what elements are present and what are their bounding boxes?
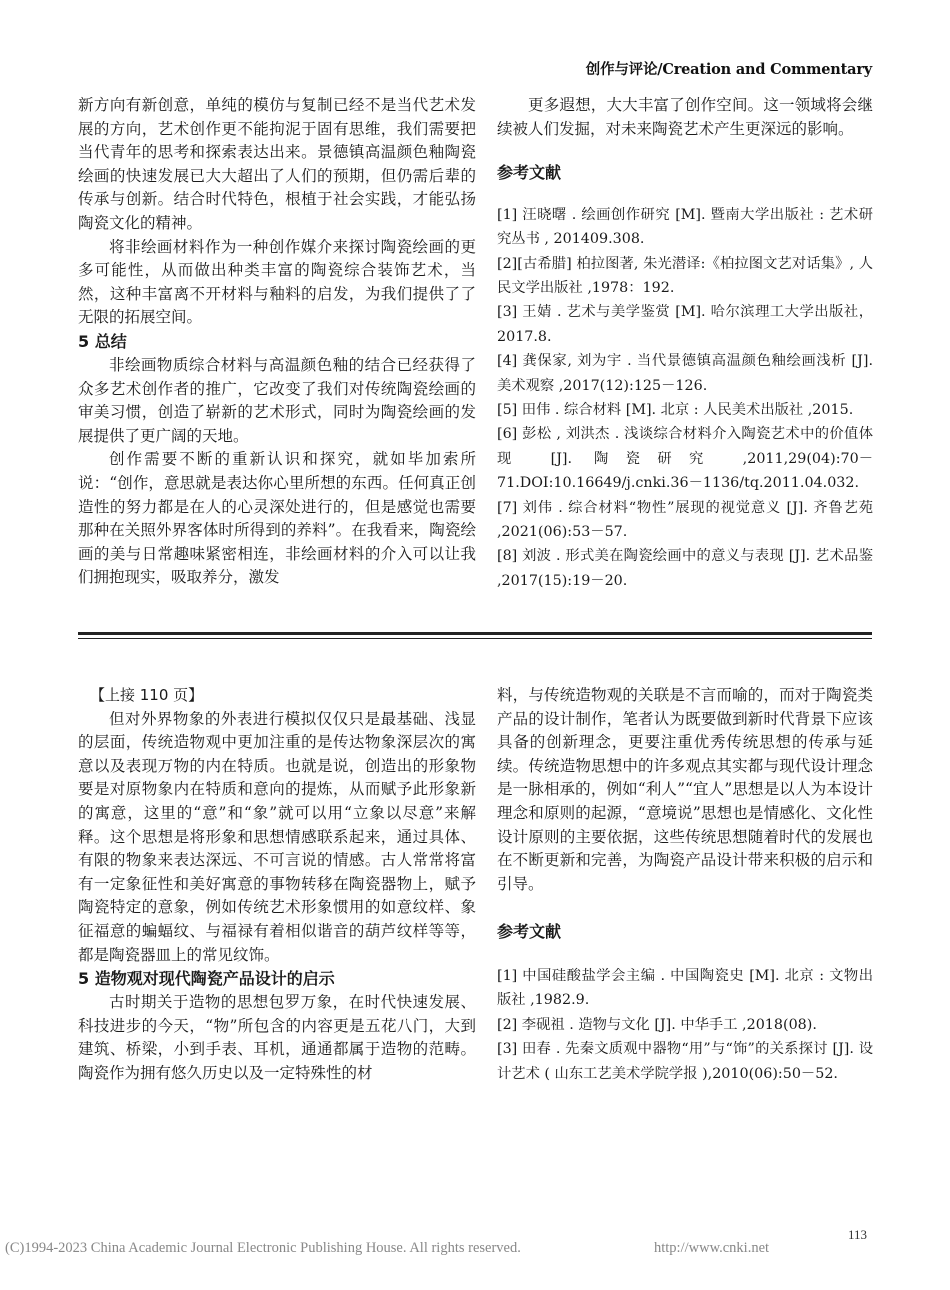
top-right-column (497, 94, 873, 593)
section-heading: 5 总结 (78, 331, 127, 351)
paragraph: 非绘画物质综合材料与高温颜色釉的结合已经获得了众多艺术创作者的推广，它改变了我们对传统陶瓷绘画的审美习惯，创造了崭新的艺术形式，同时为陶瓷绘画的发展提供了更广阔的天地。 (78, 355, 476, 445)
paragraph: 更多遐想，大大丰富了创作空间。这一领域将会继续被人们发掘，对未来陶瓷艺术产生更深远的影响。 (497, 96, 873, 138)
copyright-notice: (C)1994-2023 China Academic Journal Electronic Publishing House. All rights reserved. (5, 1240, 521, 1256)
section-heading: 5 造物观对现代陶瓷产品设计的启示 (78, 969, 335, 989)
continued-from-tag: 【上接 110 页】 (90, 686, 204, 704)
reference-item: [6] 彭松 , 刘洪杰 . 浅谈综合材料介入陶瓷艺术中的价值体现 [J]. 陶瓷研究 ,2011,29(04):70－71.DOI:10.16649/j.cnki.36－1136/tq.2011.04.032. (497, 426, 873, 492)
reference-item: [3] 田春 . 先秦文质观中器物“用”与“饰”的关系探讨 [J]. 设计艺术 ( 山东工艺美术学院学报 ),2010(06):50－52. (497, 1041, 873, 1082)
reference-item: [2] 李砚祖 . 造物与文化 [J]. 中华手工 ,2018(08). (497, 1016, 817, 1033)
page-number: 113 (848, 1227, 868, 1242)
reference-item: [1] 汪晓曙 . 绘画创作研究 [M]. 暨南大学出版社 : 艺术研究丛书 , 201409.308. (497, 206, 873, 248)
references-heading: 参考文献 (497, 922, 562, 942)
reference-item: [3] 王婧 . 艺术与美学鉴赏 [M]. 哈尔滨理工大学出版社，2017.8. (497, 304, 873, 345)
footer-link[interactable]: http://www.cnki.net (654, 1240, 770, 1256)
paragraph: 新方向有新创意，单纯的模仿与复制已经不是当代艺术发展的方向，艺术创作更不能拘泥于固有思维，我们需要把当代青年的思考和探索表达出来。景德镇高温颜色釉陶瓷绘画的快速发展已大大超出了人们的预期，但仍需后辈的传承与创新。结合时代特色，根植于社会实践，才能弘扬陶瓷文化的精神。 (78, 96, 476, 232)
bottom-right-column (497, 684, 873, 1086)
section-divider (78, 632, 872, 639)
reference-item: [1] 中国硅酸盐学会主编 . 中国陶瓷史 [M]. 北京 : 文物出版社 ,1982.9. (497, 967, 873, 1009)
top-left-column (78, 94, 476, 590)
paragraph: 但对外界物象的外表进行模拟仅仅只是最基础、浅显的层面，传统造物观中更加注重的是传达物象深层次的寓意以及表现万物的内在特质。也就是说，创造出的形象物要是对原物象内在特质和意向的提炼，从而赋予此形象新的寓意，这里的“意”和“象”就可以用“立象以尽意”来解释。这个思想是将形象和思想情感联系起来，通过具体、有限的物象来表达深远、不可言说的情感。古人常常将富有一定象征性和美好寓意的事物转移在陶瓷器物上，赋予陶瓷特定的意象，例如传统艺术形象惯用的如意纹样、象征福意的蝙蝠纹、与福禄有着相似谐音的葫芦纹样等等，都是陶瓷器皿上的常见纹饰。 (78, 709, 476, 964)
reference-item: [2][古希腊] 柏拉图著, 朱光潜译:《柏拉图文艺对话集》, 人民文学出版社 ,1978：192. (497, 255, 873, 296)
paragraph: 将非绘画材料作为一种创作媒介来探讨陶瓷绘画的更多可能性，从而做出种类丰富的陶瓷综合装饰艺术，当然，这种丰富离不开材料与釉料的启发，为我们提供了了无限的拓展空间。 (78, 237, 476, 327)
references-heading: 参考文献 (497, 163, 562, 183)
reference-item: [7] 刘伟 . 综合材料“物性”展现的视觉意义 [J]. 齐鲁艺苑 ,2021(06):53－57. (497, 499, 873, 541)
reference-item: [4] 龚保家, 刘为宇 . 当代景德镇高温颜色釉绘画浅析 [J]. 美术观察 ,2017(12):125－126. (497, 353, 873, 394)
reference-item: [8] 刘波 . 形式美在陶瓷绘画中的意义与表现 [J]. 艺术品鉴 ,2017(15):19－20. (497, 548, 873, 589)
reference-list (497, 964, 873, 1086)
reference-item: [5] 田伟 . 综合材料 [M]. 北京 : 人民美术出版社 ,2015. (497, 402, 854, 419)
reference-list (497, 203, 873, 594)
paragraph: 创作需要不断的重新认识和探究，就如毕加索所说：“创作，意思就是表达你心里所想的东西。任何真正创造性的努力都是在人的心灵深处进行的，但是感觉也需要那种在关照外界客体时所得到的养料”。在我看来，陶瓷绘画的美与日常趣味紧密相连，非绘画材料的介入可以让我们拥抱现实，吸取养分，激发 (78, 450, 476, 587)
paragraph: 古时期关于造物的思想包罗万象，在时代快速发展、科技进步的今天，“物”所包含的内容更是五花八门，大到建筑、桥梁，小到手表、耳机，通通都属于造物的范畴。陶瓷作为拥有悠久历史以及一定特殊性的材 (78, 993, 476, 1082)
bottom-left-column (78, 684, 476, 1086)
paragraph: 料，与传统造物观的关联是不言而喻的，而对于陶瓷类产品的设计制作，笔者认为既要做到新时代背景下应该具备的创新理念，更要注重优秀传统思想的传承与延续。传统造物思想中的许多观点其实都与现代设计理念是一脉相承的，例如“利人”“宜人”思想是以人为本设计理念和原则的起源，“意境说”思想也是情感化、文化性设计原则的主要依据，这些传统思想随着时代的发展也在不断更新和完善，为陶瓷产品设计带来积极的启示和引导。 (497, 686, 873, 893)
running-header: 创作与评论/Creation and Commentary (585, 61, 872, 78)
